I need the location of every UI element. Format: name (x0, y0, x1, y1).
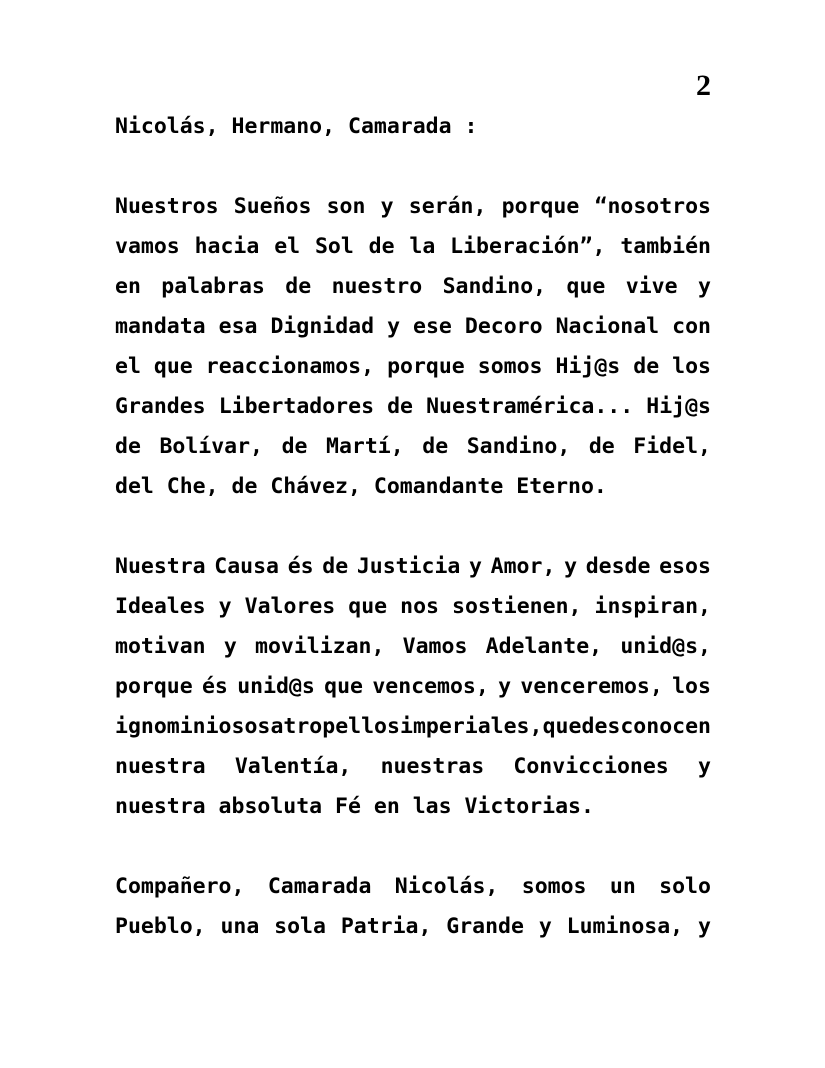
word: serán, (408, 194, 487, 219)
word: Patria, (340, 914, 432, 939)
word: Nacional (555, 314, 660, 339)
word: és (201, 674, 228, 699)
word: vive (625, 274, 678, 299)
word: que (324, 674, 364, 699)
word: unid@s, (620, 634, 711, 659)
text-line (115, 547, 711, 587)
word: de (422, 434, 449, 459)
word: desde (585, 554, 651, 579)
word: también (620, 234, 711, 259)
word: y (697, 914, 711, 939)
word: Sol (314, 234, 354, 259)
salutation-line: Nicolás, Hermano, Camarada : (115, 114, 478, 139)
word: nos (400, 594, 439, 619)
word: Convicciones (513, 754, 669, 779)
word: hacia (194, 234, 260, 259)
word: nuestras (380, 754, 485, 779)
word: una (220, 914, 260, 939)
word: y (498, 674, 512, 699)
word: Hij@s (646, 394, 711, 419)
word: Valentía, (234, 754, 352, 779)
word: somos (521, 874, 587, 899)
word: Pueblo, (115, 914, 206, 939)
word: Causa (214, 554, 280, 579)
text-line (115, 907, 711, 947)
word: Justicia (356, 554, 461, 579)
word: solo (659, 874, 711, 899)
word: ese (413, 314, 452, 339)
paragraph (115, 867, 711, 947)
word: Luminosa, (566, 914, 684, 939)
word: y (469, 554, 482, 579)
word: son (326, 194, 366, 219)
word: palabras (161, 274, 265, 299)
word: y (218, 594, 232, 619)
word: sostienen, (452, 594, 582, 619)
word: y (564, 554, 578, 579)
word: Adelante, (485, 634, 603, 659)
word: unid@s (237, 674, 315, 699)
text-line (115, 587, 711, 627)
word: en (115, 274, 141, 299)
word: ignominiosos (115, 714, 271, 739)
word: que (153, 354, 193, 379)
word: Decoro (464, 314, 543, 339)
word: la (409, 234, 436, 259)
word: Sandino, (466, 434, 571, 459)
word: nuestro (331, 274, 423, 299)
word: Nuestramérica... (426, 394, 634, 419)
word: y (380, 194, 394, 219)
text-line (115, 187, 711, 227)
text-line (115, 707, 711, 747)
word: que (348, 594, 388, 619)
word: los (672, 354, 711, 379)
word: Vamos (402, 634, 468, 659)
word: y (538, 914, 552, 939)
word: motivan (115, 634, 206, 659)
word: inspiran, (594, 594, 711, 619)
text-line (115, 267, 711, 307)
word: de (115, 434, 141, 459)
text-line (115, 307, 711, 347)
word: Dignidad (270, 314, 375, 339)
page-number: 2 (696, 69, 711, 102)
word: Bolívar, (159, 434, 264, 459)
word: Camarada (267, 874, 372, 899)
word: reaccionamos, (205, 354, 375, 379)
word: el (274, 234, 301, 259)
text-line (115, 627, 711, 667)
word: de (633, 354, 660, 379)
word: vamos (115, 234, 180, 259)
word: Nicolás, (394, 874, 499, 899)
text-line (115, 867, 711, 907)
word: de (588, 434, 615, 459)
word: és (287, 554, 314, 579)
word: Libertadores (218, 394, 375, 419)
word: que (542, 714, 582, 739)
text-line (115, 747, 711, 787)
word: imperiales, (400, 714, 543, 739)
word: Grandes (115, 394, 206, 419)
word: desconocen (581, 714, 711, 739)
word: “nosotros (594, 194, 711, 219)
word: vencemos, (372, 674, 489, 699)
text-line: del Che, de Chávez, Comandante Eterno. (115, 474, 607, 499)
word: porque (387, 354, 465, 379)
word: esos (659, 554, 711, 579)
word: somos (477, 354, 543, 379)
word: esa (218, 314, 258, 339)
word: Amor, (490, 554, 556, 579)
word: que (566, 274, 606, 299)
paragraph (115, 187, 711, 507)
text-line (115, 347, 711, 387)
word: y (387, 314, 401, 339)
word: atropellos (270, 714, 400, 739)
text-line (115, 667, 711, 707)
word: Martí, (326, 434, 404, 459)
word: de (387, 394, 413, 419)
word: Nuestros (115, 194, 219, 219)
word: de (281, 434, 308, 459)
word: y (223, 634, 237, 659)
word: porque (501, 194, 580, 219)
word: nuestra (115, 754, 206, 779)
word: de (285, 274, 312, 299)
paragraph (115, 547, 711, 827)
word: Sandino, (442, 274, 547, 299)
word: de (322, 554, 349, 579)
word: el (115, 354, 141, 379)
word: Compañero, (115, 874, 245, 899)
word: Valores (244, 594, 336, 619)
word: Liberación”, (450, 234, 606, 259)
text-line (115, 387, 711, 427)
word: con (672, 314, 711, 339)
word: movilizan, (255, 634, 385, 659)
word: y (698, 754, 711, 779)
word: los (672, 674, 711, 699)
word: un (609, 874, 636, 899)
word: porque (115, 674, 193, 699)
text-line (115, 227, 711, 267)
word: de (368, 234, 395, 259)
word: Hij@s (555, 354, 621, 379)
word: Sueños (233, 194, 312, 219)
text-line: nuestra absoluta Fé en las Victorias. (115, 794, 594, 819)
word: Nuestra (115, 554, 206, 579)
paragraphs-container (115, 187, 711, 947)
word: Ideales (115, 594, 206, 619)
word: venceremos, (520, 674, 663, 699)
word: Fidel, (633, 434, 711, 459)
text-line (115, 427, 711, 467)
word: Grande (446, 914, 524, 939)
word: y (697, 274, 711, 299)
word: sola (274, 914, 326, 939)
word: mandata (115, 314, 206, 339)
